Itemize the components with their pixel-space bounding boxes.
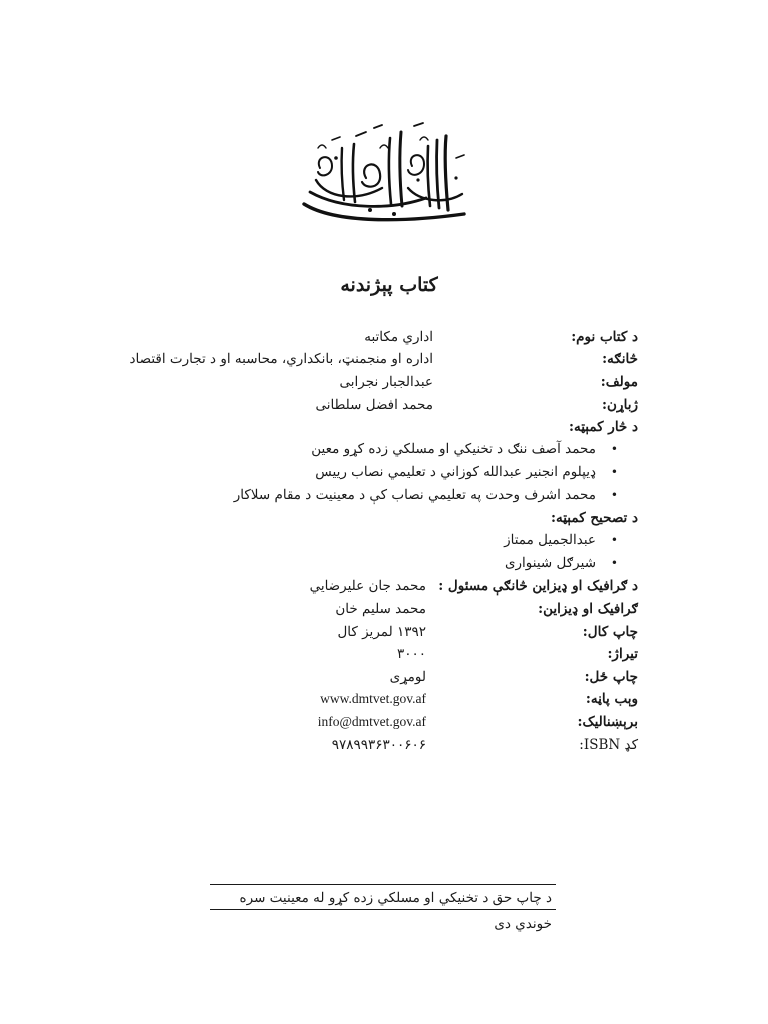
author-label: مولف: — [600, 374, 638, 390]
list-item — [110, 484, 618, 506]
list-item — [150, 552, 618, 574]
correction-row — [150, 507, 638, 529]
translator-label: ژباړن: — [601, 397, 638, 413]
isbn-label: کډ ISBN: — [579, 737, 638, 753]
field-label: څانګه: — [602, 351, 638, 367]
email-link[interactable]: info@dmtvet.gov.af — [317, 714, 426, 729]
field-row — [120, 348, 638, 370]
author-row — [150, 371, 638, 393]
bullet-icon: • — [610, 465, 618, 479]
calligraphy-graphic — [296, 118, 472, 230]
supervision-member: ډیپلوم انجنیر عبدالله کوزاني د تعلیمي نصاب رییس — [315, 464, 596, 480]
book-name-value: اداري مکاتبه — [364, 329, 433, 345]
supervision-row — [150, 416, 638, 438]
print-edition-row — [150, 666, 638, 688]
print-edition-label: چاپ ځل: — [584, 669, 638, 685]
bullet-icon: • — [610, 556, 618, 570]
page-title: کتاب پېژندنه — [340, 274, 438, 296]
print-year-row — [150, 621, 638, 643]
list-item — [150, 461, 618, 483]
print-edition-value: لومړی — [389, 669, 426, 685]
circulation-label: تیراژ: — [607, 646, 638, 662]
website-row — [150, 688, 638, 710]
website-link[interactable]: www.dmtvet.gov.af — [320, 691, 426, 706]
correction-member: عبدالجمیل ممتاز — [504, 532, 596, 548]
graphics-head-row — [150, 575, 638, 597]
graphics-row — [150, 598, 638, 620]
supervision-member: محمد اشرف وحدت په تعلیمي نصاب کې د معینیت د مقام سلاکار — [233, 487, 596, 503]
correction-label: د تصحیح کمېټه: — [551, 510, 638, 526]
graphics-value: محمد سلیم خان — [335, 601, 426, 617]
copyright-notice: د چاپ حق د تخنیکي او مسلکي زده کړو له معینیت سره خوندي دی — [210, 884, 556, 910]
translator-row — [150, 394, 638, 416]
bismillah-calligraphy-icon — [296, 118, 472, 230]
supervision-label: د څار کمېټه: — [569, 419, 638, 435]
supervision-member: محمد آصف ننګ د تخنیکي او مسلکي زده کړو معین — [311, 441, 596, 457]
print-year-value: ۱۳۹۲ لمریز کال — [337, 624, 426, 640]
book-name-label: د کتاب نوم: — [571, 329, 638, 345]
translator-value: محمد افضل سلطانی — [315, 397, 433, 413]
book-name-row — [150, 326, 638, 348]
email-label: برېښنالیک: — [577, 714, 638, 730]
field-value: اداره او منجمنټ، بانکداري، محاسبه او د تجارت اقتصاد — [129, 351, 433, 367]
graphics-head-value: محمد جان علیرضایي — [309, 578, 426, 594]
circulation-row — [150, 643, 638, 665]
bullet-icon: • — [610, 533, 618, 547]
list-item — [150, 529, 618, 551]
graphics-label: ګرافیک او ډیزاین: — [538, 601, 638, 617]
correction-member: شیرګل شینواری — [504, 555, 596, 571]
isbn-value: ۹۷۸۹۹۳۶۳۰۰۶۰۶ — [331, 737, 426, 753]
author-value: عبدالجبار نجرابی — [339, 374, 433, 390]
bullet-icon: • — [610, 488, 618, 502]
bullet-icon: • — [610, 442, 618, 456]
print-year-label: چاپ کال: — [582, 624, 638, 640]
website-label: وېب پاڼه: — [585, 691, 638, 707]
circulation-value: ۳۰۰۰ — [396, 646, 426, 662]
isbn-row — [150, 734, 638, 756]
list-item — [150, 438, 618, 460]
email-row — [150, 711, 638, 733]
graphics-head-label: د ګرافیک او ډیزاین څانګې مسئول : — [438, 578, 638, 594]
